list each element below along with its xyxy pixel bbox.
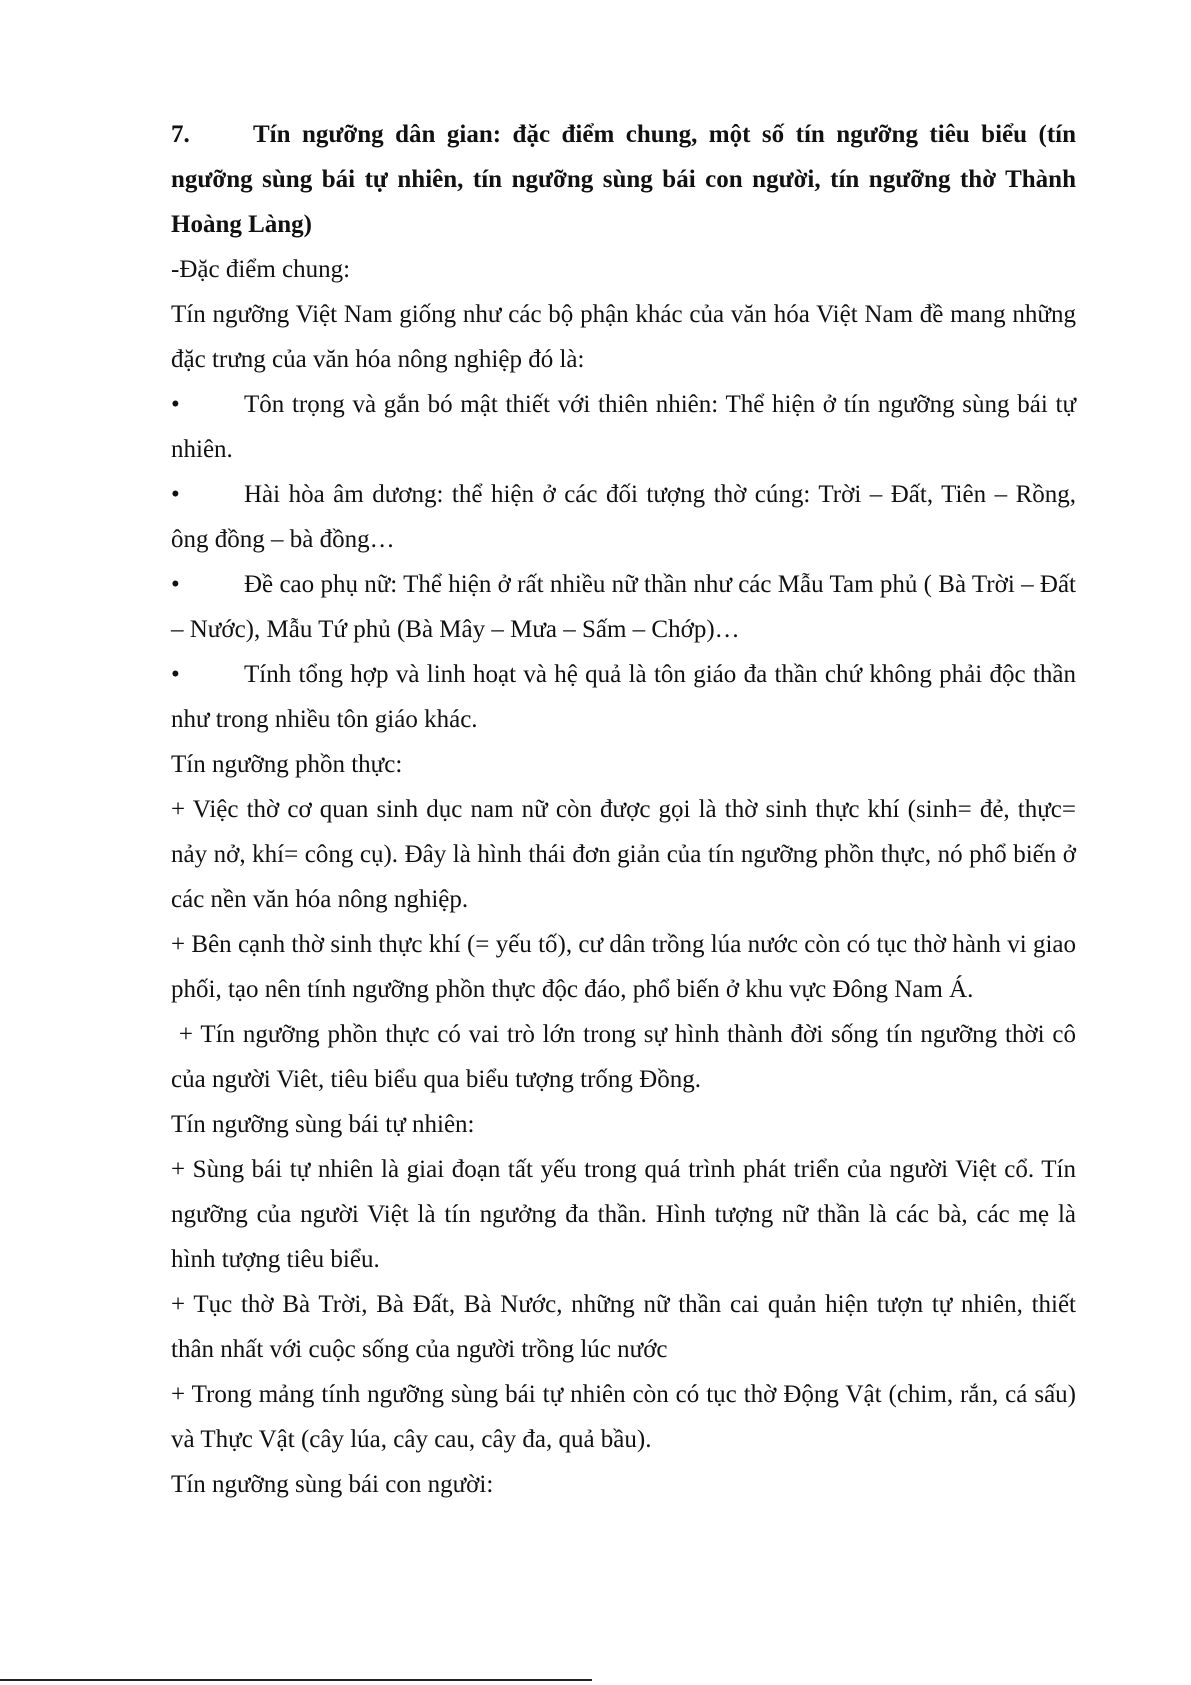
nature-item: + Tục thờ Bà Trời, Bà Đất, Bà Nước, những nữ thần cai quản hiện tượn tự nhiên, thiết thân nhất với cuộc sống của người trồng lúc nước	[171, 1291, 1076, 1363]
bullet-icon: •	[171, 661, 180, 688]
bullet-icon: •	[171, 571, 180, 598]
document-body	[171, 112, 1083, 1507]
bullet-item	[171, 562, 1076, 652]
bullet-item	[171, 652, 1076, 742]
general-label: -Đặc điểm chung:	[171, 256, 351, 283]
general-intro: Tín ngưỡng Việt Nam giống như các bộ phận khác của văn hóa Việt Nam đề mang những đặc trưng của văn hóa nông nghiệp đó là:	[171, 301, 1076, 373]
bullet-icon: •	[171, 481, 180, 508]
fertility-item: + Việc thờ cơ quan sinh dục nam nữ còn được gọi là thờ sinh thực khí (sinh= đẻ, thực= nảy nở, khí= công cụ). Đây là hình thái đơn giản của tín ngưỡng phồn thực, nó phổ biến ở các nền văn hóa nông nghiệp.	[171, 796, 1076, 913]
nature-item: + Sùng bái tự nhiên là giai đoạn tất yếu trong quá trình phát triển của người Việt cổ. Tín ngưỡng của người Việt là tín ngưởng đa thần. Hình tượng nữ thần là các bà, các mẹ là hình tượng tiêu biểu.	[171, 1156, 1076, 1273]
bullet-text: Hài hòa âm dương: thể hiện ở các đối tượng thờ cúng: Trời – Đất, Tiên – Rồng, ông đồng – bà đồng…	[171, 481, 1076, 553]
human-label: Tín ngưỡng sùng bái con người:	[171, 1471, 494, 1498]
section-title: Tín ngưỡng dân gian: đặc điểm chung, một số tín ngưỡng tiêu biểu (tín ngưỡng sùng bái tự nhiên, tín ngưỡng sùng bái con người, tín ngưỡng thờ Thành Hoàng Làng)	[171, 121, 1076, 238]
bullet-icon: •	[171, 391, 180, 418]
bullet-text: Tôn trọng và gắn bó mật thiết với thiên nhiên: Thể hiện ở tín ngưỡng sùng bái tự nhiên.	[171, 391, 1076, 463]
fertility-label: Tín ngưỡng phồn thực:	[171, 751, 403, 778]
section-heading	[171, 112, 1076, 247]
section-number: 7.	[171, 121, 190, 148]
fertility-item: + Bên cạnh thờ sinh thực khí (= yếu tố), cư dân trồng lúa nước còn có tục thờ hành vi giao phối, tạo nên tính ngưỡng phồn thực độc đáo, phổ biến ở khu vực Đông Nam Á.	[171, 931, 1076, 1003]
bullet-text: Đề cao phụ nữ: Thể hiện ở rất nhiều nữ thần như các Mẫu Tam phủ ( Bà Trời – Đất – Nước), Mẫu Tứ phủ (Bà Mây – Mưa – Sấm – Chớp)…	[171, 571, 1076, 643]
bullet-text: Tính tổng hợp và linh hoạt và hệ quả là tôn giáo đa thần chứ không phải độc thần như trong nhiều tôn giáo khác.	[171, 661, 1076, 733]
fertility-item: + Tín ngưỡng phồn thực có vai trò lớn trong sự hình thành đời sống tín ngưỡng thời cô của người Viêt, tiêu biểu qua biểu tượng trống Đồng.	[171, 1021, 1083, 1093]
bullet-item	[171, 382, 1076, 472]
footer-divider	[0, 1679, 592, 1681]
nature-item: + Trong mảng tính ngưỡng sùng bái tự nhiên còn có tục thờ Động Vật (chim, rắn, cá sấu) và Thực Vật (cây lúa, cây cau, cây đa, quả bầu).	[171, 1381, 1076, 1453]
bullet-item	[171, 472, 1076, 562]
nature-label: Tín ngưỡng sùng bái tự nhiên:	[171, 1111, 475, 1138]
